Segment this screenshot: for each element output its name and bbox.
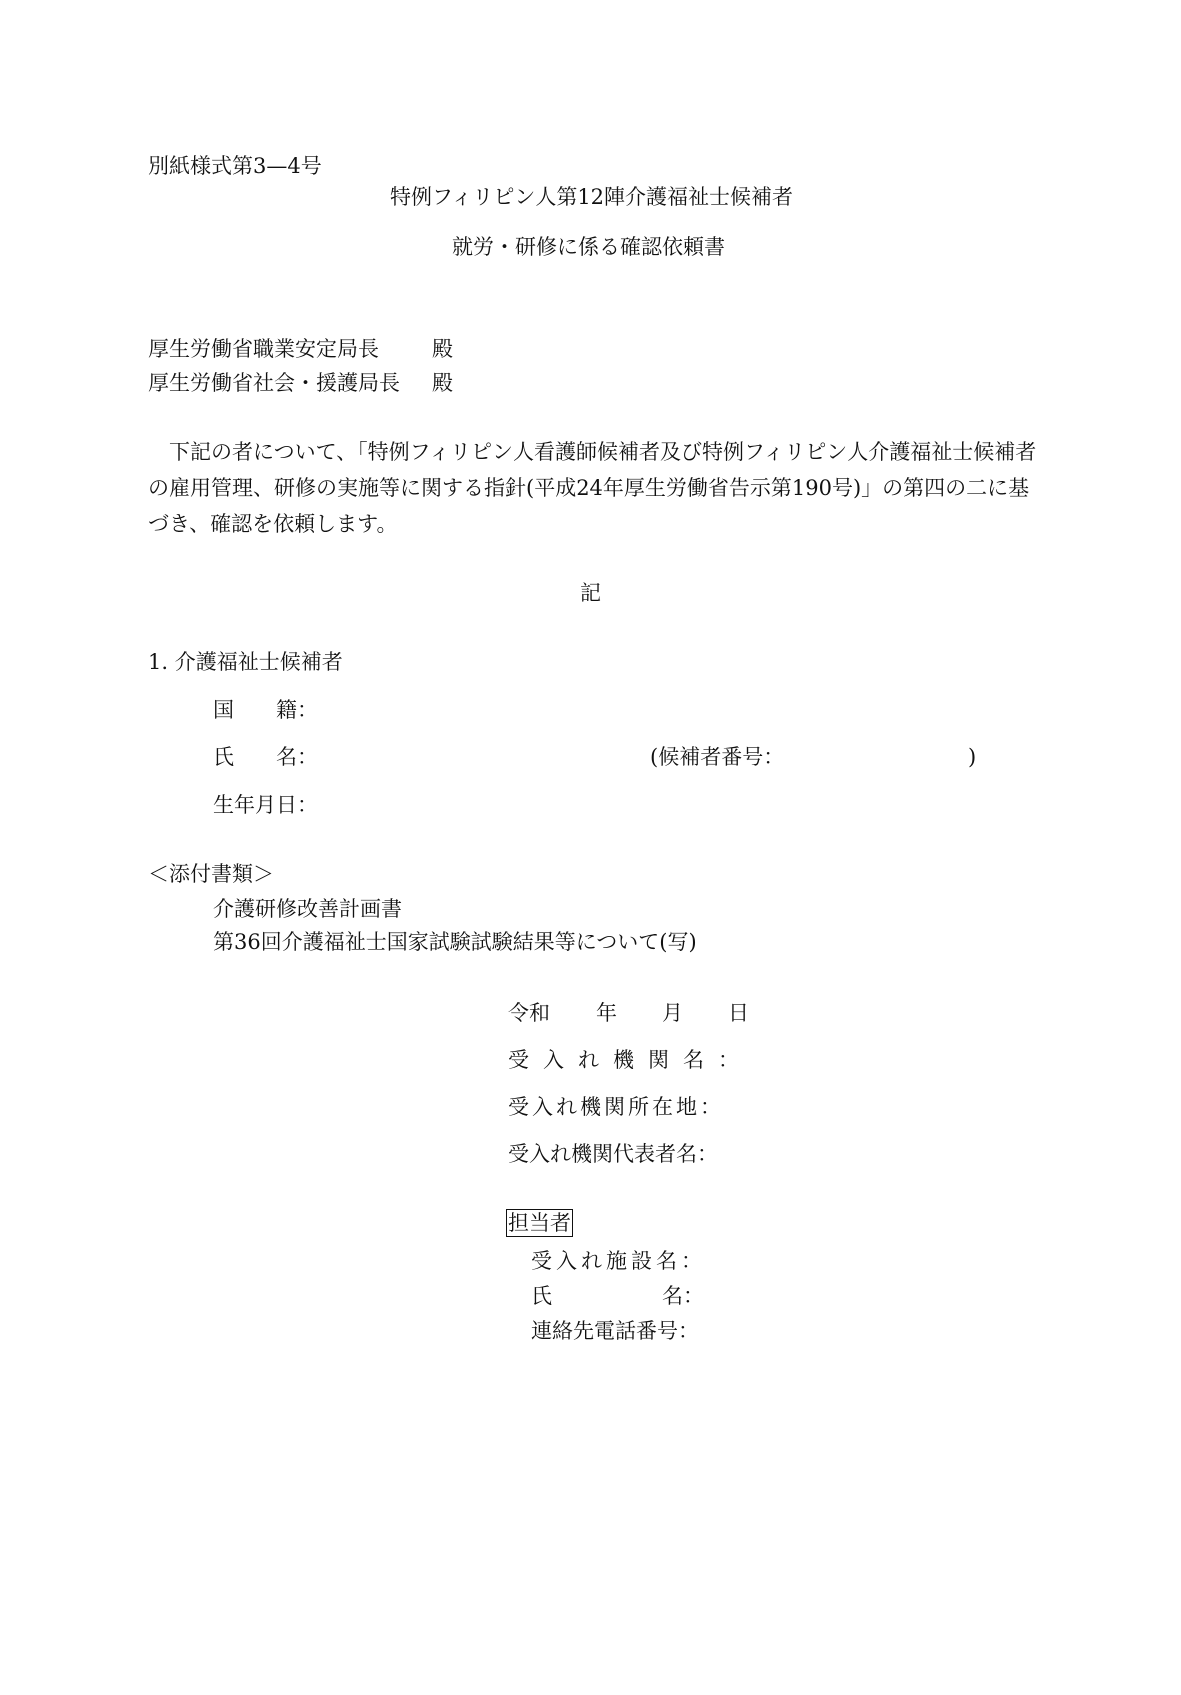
date-era: 令和 — [508, 1001, 550, 1025]
document-title-line1: 特例フィリピン人第12陣介護福祉士候補者 — [390, 185, 794, 209]
candidate-number-close: ) — [968, 745, 977, 769]
contact-name-label-left: 氏 — [531, 1284, 552, 1308]
addressee-second: 厚生労働省社会・援護局長 — [148, 371, 400, 395]
section1-heading: 1. 介護福祉士候補者 — [148, 650, 343, 674]
date-month: 月 — [662, 1001, 683, 1025]
attachments-heading: ＜添付書類＞ — [148, 862, 274, 886]
date-year: 年 — [596, 1001, 617, 1025]
institution-address-label: 受入れ機関所在地： — [508, 1095, 724, 1119]
contact-person-heading: 担当者 — [508, 1211, 571, 1235]
contact-phone-label: 連絡先電話番号： — [531, 1319, 699, 1343]
form-number: 別紙様式第3—4号 — [148, 154, 322, 178]
request-body-text: 下記の者について、「特例フィリピン人看護師候補者及び特例フィリピン人介護福祉士候補者の雇用管理、研修の実施等に関する指針(平成24年厚生労働省告示第190号)」の第四の二に基づき、確認を依頼します。 — [148, 440, 1037, 536]
date-day: 日 — [728, 1001, 749, 1025]
contact-name-label-right: 名： — [662, 1284, 704, 1308]
facility-name-label: 受入れ施設名： — [531, 1249, 706, 1273]
nationality-label: 国 籍： — [213, 698, 318, 722]
institution-name-label: 受入れ機関名： — [508, 1048, 753, 1072]
addressee-second-honorific: 殿 — [432, 371, 453, 395]
institution-representative-label: 受入れ機関代表者名： — [508, 1142, 718, 1166]
name-label: 氏 名： — [213, 745, 318, 769]
attachment-item: 第36回介護福祉士国家試験試験結果等について(写) — [213, 930, 697, 954]
attachment-item: 介護研修改善計画書 — [213, 897, 402, 921]
birthdate-label: 生年月日： — [213, 793, 318, 817]
candidate-number-label: (候補者番号： — [650, 745, 785, 769]
addressee-first: 厚生労働省職業安定局長 — [148, 337, 379, 361]
request-paragraph — [148, 434, 1038, 542]
ki-heading: 記 — [580, 581, 601, 605]
document-title-line2: 就労・研修に係る確認依頼書 — [452, 235, 725, 259]
addressee-first-honorific: 殿 — [432, 337, 453, 361]
